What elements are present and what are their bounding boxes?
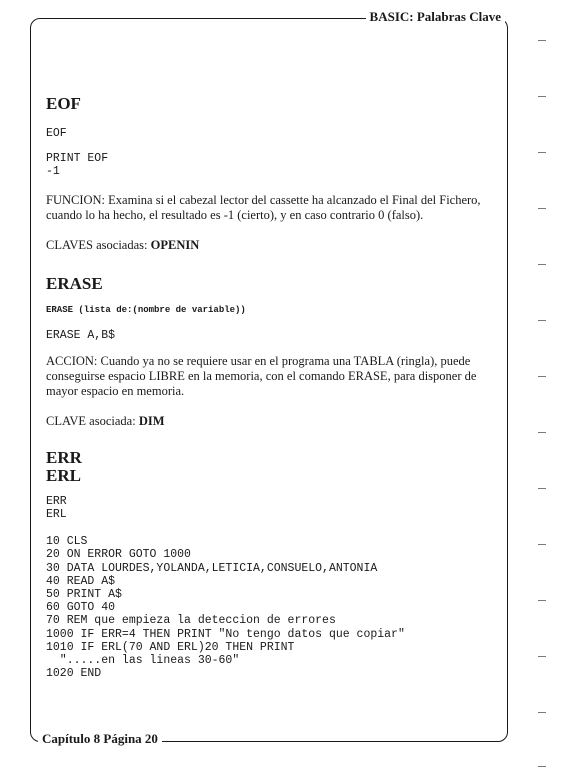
margin-mark [538, 488, 546, 489]
eof-keys-label: CLAVES asociadas: [46, 237, 151, 252]
margin-mark [538, 600, 546, 601]
erase-key-label: CLAVE asociada: [46, 413, 139, 428]
eof-keys-value: OPENIN [150, 237, 200, 252]
margin-mark [538, 766, 546, 767]
eof-keys-line [46, 238, 486, 253]
margin-mark [538, 208, 546, 209]
erase-syntax: ERASE (lista de:(nombre de variable)) [46, 304, 246, 315]
margin-mark [538, 96, 546, 97]
margin-mark [538, 712, 546, 713]
margin-mark [538, 544, 546, 545]
margin-mark [538, 376, 546, 377]
erase-heading: ERASE [46, 273, 103, 293]
margin-mark [538, 152, 546, 153]
eof-syntax: EOF [46, 127, 67, 140]
eof-heading: EOF [46, 94, 81, 113]
err-heading: ERR [46, 447, 82, 467]
margin-mark [538, 320, 546, 321]
eof-function-text: FUNCION: Examina si el cabezal lector del cassette ha alcanzado el Final del Fichero, cuando lo ha hecho, el resultado es -1 (cierto), y en caso contrario 0 (falso). [46, 192, 481, 222]
margin-mark [538, 656, 546, 657]
running-header: BASIC: Palabras Clave [366, 9, 505, 25]
erase-key-value: DIM [138, 413, 165, 428]
erl-heading: ERL [46, 465, 81, 485]
eof-example: PRINT EOF -1 [46, 152, 109, 179]
page-content [46, 95, 486, 680]
margin-mark [538, 432, 546, 433]
erase-example: ERASE A,B$ [46, 328, 116, 342]
page-footer: Capítulo 8 Página 20 [38, 731, 162, 747]
erase-key-line [46, 414, 486, 429]
margin-mark [538, 264, 546, 265]
erase-action-text: ACCION: Cuando ya no se requiere usar en el programa una TABLA (ringla), puede conseguirse espacio LIBRE en la memoria, con el comando ERASE, para disponer de mayor espacio en memoria. [46, 353, 477, 398]
err-program-listing: 10 CLS 20 ON ERROR GOTO 1000 30 DATA LOURDES,YOLANDA,LETICIA,CONSUELO,ANTONIA 40 READ A$ 50 PRINT A$ 60 GOTO 40 70 REM que empieza la deteccion de errores 1000 IF ERR=4 THEN PRINT "No tengo datos que copiar" 1010 IF ERL(70 AND ERL)20 THEN PRINT ".....en las lineas 30-60" 1020 END [46, 535, 405, 681]
margin-mark [538, 40, 546, 41]
err-syntax: ERR ERL [46, 494, 67, 522]
